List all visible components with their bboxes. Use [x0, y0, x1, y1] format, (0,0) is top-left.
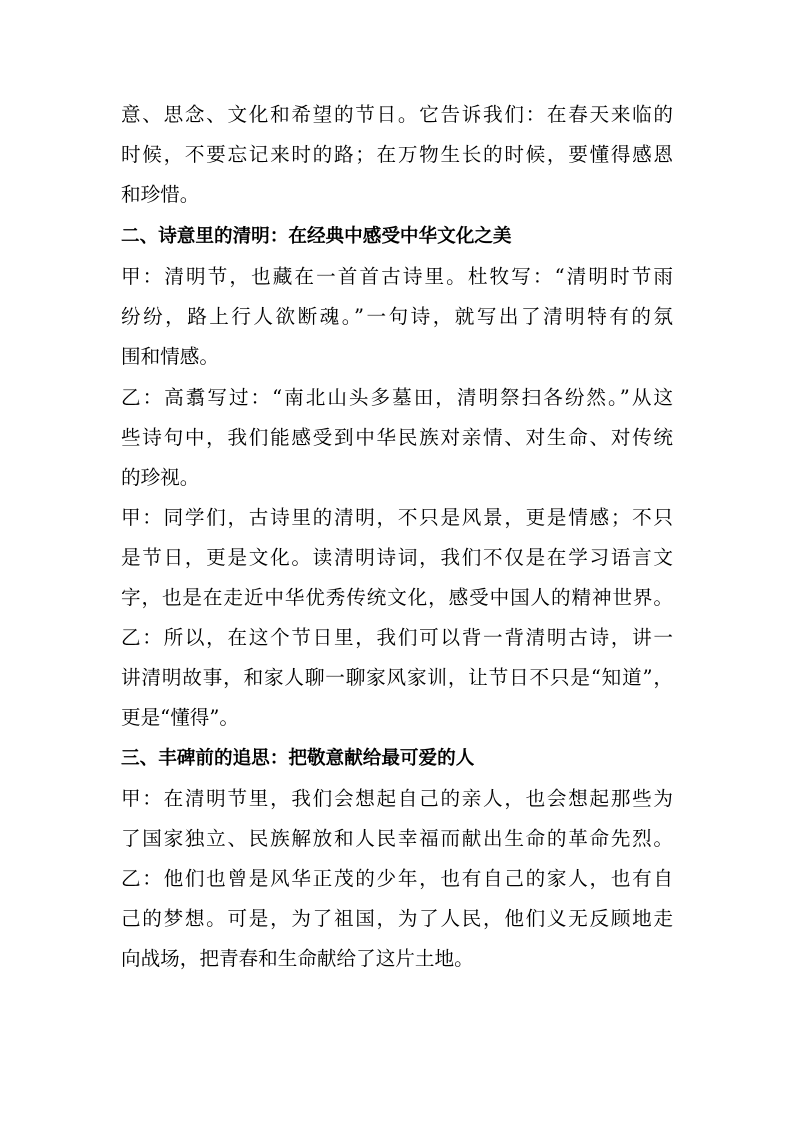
paragraph-line: 乙：他们也曾是风华正茂的少年，也有自己的家人，也有自 — [121, 867, 673, 890]
paragraph-line: 更是“懂得”。 — [121, 706, 240, 729]
paragraph-line: 的珍视。 — [121, 466, 200, 489]
paragraph-line: 乙：高翥写过：“南北山头多墓田，清明祭扫各纷然。”从这 — [121, 386, 673, 409]
paragraph-line: 甲：在清明节里，我们会想起自己的亲人，也会想起那些为 — [121, 787, 673, 810]
paragraph-line: 讲清明故事，和家人聊一聊家风家训，让节日不只是“知道”， — [121, 666, 673, 689]
paragraph-line: 己的梦想。可是，为了祖国，为了人民，他们义无反顾地走 — [121, 907, 673, 930]
section-heading-3: 三、丰碑前的追思：把敬意献给最可爱的人 — [121, 748, 475, 769]
paragraph-line: 向战场，把青春和生命献给了这片土地。 — [121, 947, 474, 970]
paragraph-line: 些诗句中，我们能感受到中华民族对亲情、对生命、对传统 — [121, 426, 673, 449]
paragraph-line: 意、思念、文化和希望的节日。它告诉我们：在春天来临的 — [121, 103, 673, 126]
paragraph-line: 字，也是在走近中华优秀传统文化，感受中国人的精神世界。 — [121, 586, 673, 609]
paragraph-line: 了国家独立、民族解放和人民幸福而献出生命的革命先烈。 — [121, 827, 673, 850]
paragraph-line: 甲：同学们，古诗里的清明，不只是风景，更是情感；不只 — [121, 506, 673, 529]
paragraph-line: 和珍惜。 — [121, 183, 200, 206]
paragraph-line: 乙：所以，在这个节日里，我们可以背一背清明古诗，讲一 — [121, 626, 673, 649]
paragraph-line: 纷纷，路上行人欲断魂。”一句诗，就写出了清明特有的氛 — [121, 305, 673, 328]
paragraph-line: 时候，不要忘记来时的路；在万物生长的时候，要懂得感恩 — [121, 143, 673, 166]
paragraph-line: 围和情感。 — [121, 345, 219, 368]
paragraph-line: 是节日，更是文化。读清明诗词，我们不仅是在学习语言文 — [121, 546, 673, 569]
section-heading-2: 二、诗意里的清明：在经典中感受中华文化之美 — [121, 226, 512, 247]
paragraph-line: 甲：清明节，也藏在一首首古诗里。杜牧写：“清明时节雨 — [121, 265, 673, 288]
